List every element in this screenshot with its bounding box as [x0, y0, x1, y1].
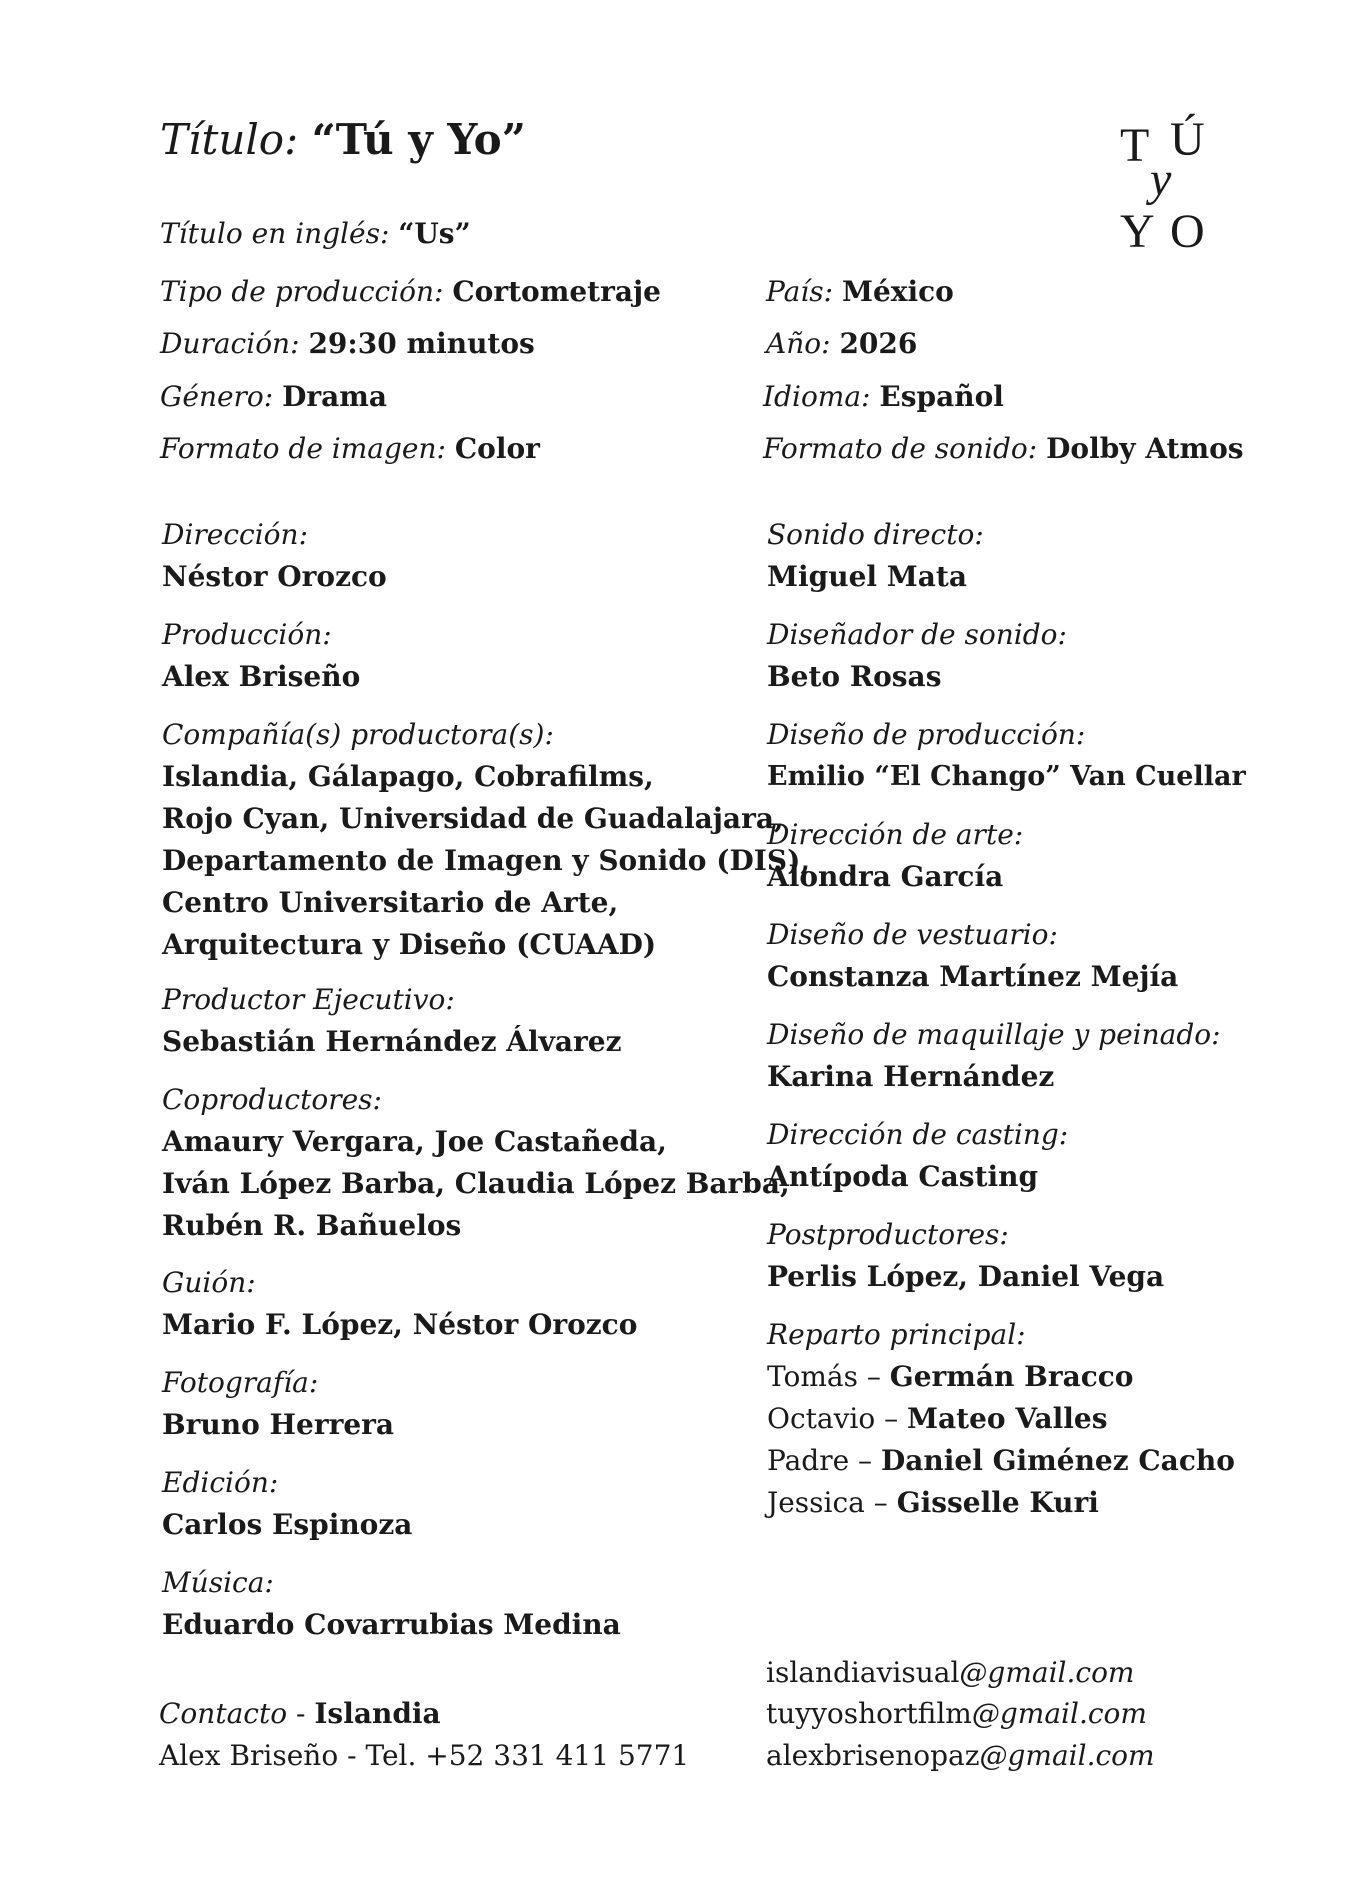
- spec-image-format: [160, 428, 540, 470]
- credit-label: Diseñador de sonido:: [767, 618, 1067, 651]
- credit-label: Producción:: [162, 618, 332, 651]
- cast-member: [767, 1398, 1235, 1440]
- spec-label: Tipo de producción:: [160, 275, 444, 308]
- credit-value: Alondra García: [767, 860, 1004, 893]
- contact-company: Islandia: [314, 1697, 441, 1730]
- credit-label: Música:: [162, 1566, 274, 1599]
- cast-role: Tomás: [767, 1360, 858, 1393]
- credit-value: Arquitectura y Diseño (CUAAD): [162, 928, 657, 961]
- credit-label: Compañía(s) productora(s):: [162, 718, 554, 751]
- english-title-value: “Us”: [398, 217, 471, 250]
- email-link[interactable]: [766, 1735, 1155, 1777]
- title-label: Título:: [160, 115, 299, 164]
- credit-production-companies: [162, 714, 810, 966]
- credit-label: Diseño de maquillaje y peinado:: [767, 1018, 1221, 1051]
- email-domain: @gmail.com: [971, 1697, 1147, 1730]
- credit-label: Guión:: [162, 1266, 256, 1299]
- spec-value: 2026: [839, 327, 918, 360]
- credit-direction: [162, 514, 387, 598]
- credit-label: Coproductores:: [162, 1083, 382, 1116]
- email-user: islandiavisual: [766, 1656, 960, 1689]
- spec-duration: [160, 323, 535, 365]
- contact-line: [159, 1693, 441, 1735]
- credit-art-direction: [767, 814, 1023, 898]
- credit-label: Dirección de arte:: [767, 818, 1024, 851]
- spec-value: México: [841, 275, 954, 308]
- credit-postproducers: [767, 1214, 1164, 1298]
- credit-production-design: [767, 714, 1246, 798]
- spec-sound-format: [763, 428, 1244, 470]
- credit-label: Diseño de vestuario:: [767, 918, 1058, 951]
- spec-label: Formato de imagen:: [160, 432, 446, 465]
- credit-label: Dirección de casting:: [767, 1118, 1069, 1151]
- credit-label: Edición:: [162, 1466, 279, 1499]
- credit-value: Departamento de Imagen y Sonido (DIS),: [162, 844, 811, 877]
- cast-member: [767, 1440, 1235, 1482]
- spec-label: Formato de sonido:: [763, 432, 1038, 465]
- credit-casting-direction: [767, 1114, 1068, 1198]
- spec-value: Cortometraje: [452, 275, 661, 308]
- credit-costume-design: [767, 914, 1178, 998]
- credit-value: Bruno Herrera: [162, 1408, 395, 1441]
- credit-value: Rojo Cyan, Universidad de Guadalajara,: [162, 802, 784, 835]
- cast-actor: Gisselle Kuri: [896, 1486, 1099, 1519]
- credit-editing: [162, 1462, 412, 1546]
- credit-value: Islandia, Gálapago, Cobrafilms,: [162, 760, 654, 793]
- contact-separator: -: [287, 1697, 315, 1730]
- title-value: “Tú y Yo”: [311, 115, 526, 164]
- credit-label: Sonido directo:: [767, 518, 984, 551]
- spec-value: 29:30 minutos: [308, 327, 535, 360]
- cast-label: Reparto principal:: [767, 1318, 1026, 1351]
- cast-separator: –: [857, 1360, 890, 1393]
- credit-screenplay: [162, 1262, 637, 1346]
- contact-label: Contacto: [159, 1697, 288, 1730]
- spec-country: [766, 271, 954, 313]
- spec-label: País:: [766, 275, 834, 308]
- credit-value: Emilio “El Chango” Van Cuellar: [767, 761, 1246, 792]
- spec-year: [766, 323, 917, 365]
- credit-value: Miguel Mata: [767, 560, 967, 593]
- spec-production-type: [160, 271, 661, 313]
- credit-label: Productor Ejecutivo:: [162, 983, 455, 1016]
- credit-value: Mario F. López, Néstor Orozco: [162, 1308, 638, 1341]
- credit-value: Amaury Vergara, Joe Castañeda,: [162, 1125, 667, 1158]
- credit-value: Iván López Barba, Claudia López Barba,: [162, 1167, 790, 1200]
- email-user: alexbrisenopaz: [766, 1739, 980, 1772]
- page-title: [160, 112, 526, 168]
- credit-sound-designer: [767, 614, 1067, 698]
- logo-letter-o: O: [1170, 205, 1205, 258]
- spec-value: Español: [879, 380, 1004, 413]
- spec-label: Idioma:: [763, 380, 871, 413]
- logo-letter-u: Ú: [1170, 113, 1205, 166]
- email-domain: @gmail.com: [979, 1739, 1155, 1772]
- credit-value: Karina Hernández: [767, 1060, 1055, 1093]
- credit-value: Sebastián Hernández Álvarez: [162, 1025, 622, 1058]
- credit-production: [162, 614, 360, 698]
- spec-label: Duración:: [160, 327, 300, 360]
- cast-member: [767, 1356, 1235, 1398]
- credit-label: Fotografía:: [162, 1366, 319, 1399]
- credit-value: Perlis López, Daniel Vega: [767, 1260, 1165, 1293]
- credit-label: Diseño de producción:: [767, 718, 1086, 751]
- logo-letter-y-small: y: [1150, 153, 1172, 206]
- cast-separator: –: [849, 1444, 881, 1477]
- logo-letter-y: Y: [1120, 205, 1155, 258]
- credit-value: Rubén R. Bañuelos: [162, 1209, 462, 1242]
- credit-value: Alex Briseño: [162, 660, 361, 693]
- spec-label: Año:: [766, 327, 831, 360]
- spec-language: [763, 376, 1004, 418]
- credit-makeup-design: [767, 1014, 1221, 1098]
- spec-value: Dolby Atmos: [1046, 432, 1244, 465]
- spec-genre: [160, 376, 387, 418]
- english-title-label: Título en inglés:: [160, 217, 390, 250]
- english-title: [160, 213, 471, 255]
- credit-coproducers: [162, 1079, 790, 1247]
- cast-role: Octavio: [767, 1402, 876, 1435]
- credit-value: Centro Universitario de Arte,: [162, 886, 619, 919]
- cast-member: [767, 1482, 1235, 1524]
- credit-value: Carlos Espinoza: [162, 1508, 413, 1541]
- credit-value: Beto Rosas: [767, 660, 942, 693]
- cast-separator: –: [875, 1402, 908, 1435]
- email-link[interactable]: [766, 1652, 1134, 1694]
- cast-actor: Germán Bracco: [889, 1360, 1134, 1393]
- credit-label: Postproductores:: [767, 1218, 1009, 1251]
- spec-value: Drama: [282, 380, 388, 413]
- cast-role: Jessica: [767, 1486, 865, 1519]
- credit-value: Constanza Martínez Mejía: [767, 960, 1179, 993]
- contact-person-phone: Alex Briseño - Tel. +52 331 411 5771: [159, 1739, 690, 1772]
- credit-value: Néstor Orozco: [162, 560, 387, 593]
- cast-separator: –: [864, 1486, 897, 1519]
- credit-value: Eduardo Covarrubias Medina: [162, 1608, 621, 1641]
- email-link[interactable]: [766, 1693, 1147, 1735]
- tu-y-yo-logo: [1118, 113, 1218, 258]
- credit-label: Dirección:: [162, 518, 309, 551]
- spec-value: Color: [454, 432, 540, 465]
- email-user: tuyyoshortfilm: [766, 1697, 972, 1730]
- spec-label: Género:: [160, 380, 274, 413]
- credit-executive-producer: [162, 979, 622, 1063]
- logo-letter-t: T: [1120, 119, 1150, 172]
- cast-actor: Daniel Giménez Cacho: [880, 1444, 1235, 1477]
- credit-value: Antípoda Casting: [767, 1160, 1039, 1193]
- main-cast: [767, 1314, 1235, 1524]
- email-domain: @gmail.com: [959, 1656, 1135, 1689]
- credit-photography: [162, 1362, 394, 1446]
- credit-music: [162, 1562, 621, 1646]
- cast-role: Padre: [767, 1444, 850, 1477]
- credit-direct-sound: [767, 514, 984, 598]
- cast-actor: Mateo Valles: [907, 1402, 1108, 1435]
